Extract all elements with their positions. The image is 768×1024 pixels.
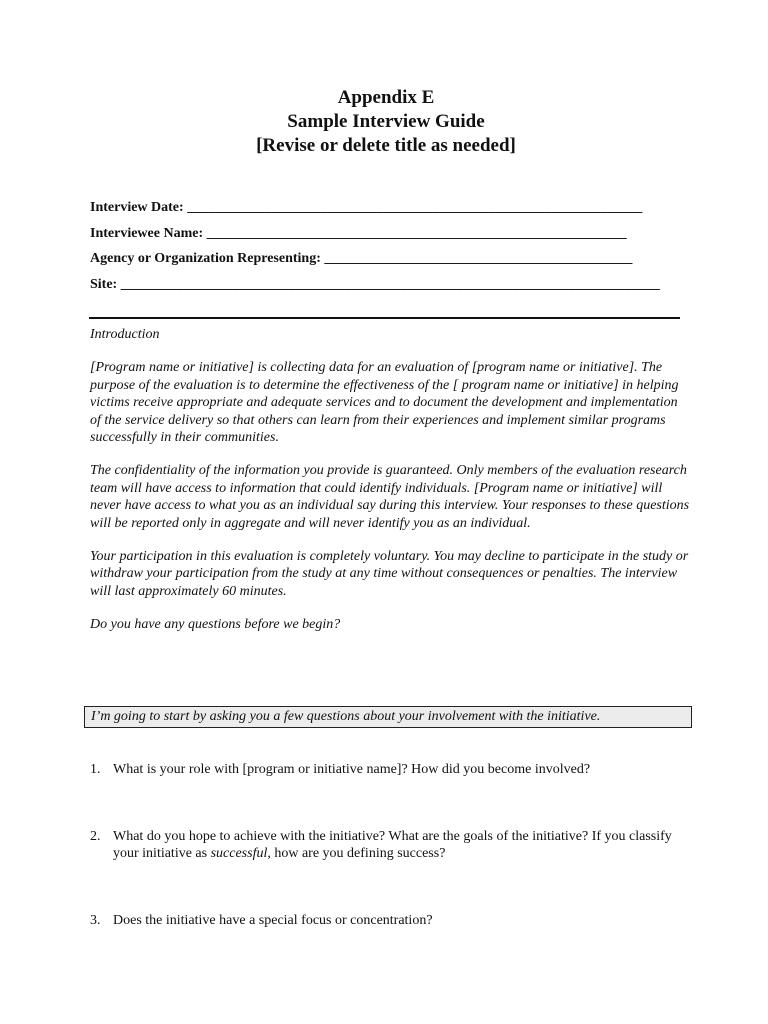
question-text-start: What do you hope to achieve with the initiative? What are the goals of the initiative? If you classify your initiative as bbox=[113, 829, 672, 862]
interview-fields bbox=[90, 197, 680, 299]
agency-field bbox=[90, 248, 680, 274]
intro-paragraph-questions: Do you have any questions before we begin? bbox=[90, 617, 341, 633]
introduction-section bbox=[90, 326, 690, 650]
question-number: 3. bbox=[90, 913, 101, 928]
field-blank: ____________________________________________ bbox=[324, 251, 633, 266]
interviewee-name-field bbox=[90, 223, 680, 249]
intro-paragraph-purpose: [Program name or initiative] is collecting data for an evaluation of [program name or initiative]. The purpose of the evaluation is to determine the effectiveness of the [ program name or initiative] in helping victims receive appropriate and adequate services and to document the development and implementation of the service delivery so that others can learn from their experiences and implement similar programs successfully in their communities. bbox=[90, 360, 679, 446]
question-number: 1. bbox=[90, 762, 101, 777]
question-text: What is your role with [program or initiative name]? How did you become involved? bbox=[113, 762, 591, 777]
question-text: Does the initiative have a special focus or concentration? bbox=[113, 913, 433, 928]
question-text bbox=[113, 828, 683, 863]
interview-date-field bbox=[90, 197, 680, 223]
field-blank: ____________________________________________________________ bbox=[206, 225, 627, 241]
field-label: Site: bbox=[90, 276, 118, 292]
question-emphasis: successful bbox=[210, 846, 268, 862]
question-text-end: , how are you defining success? bbox=[267, 846, 446, 862]
guide-title: Sample Interview Guide bbox=[287, 111, 485, 132]
question-number: 2. bbox=[90, 829, 101, 844]
intro-paragraph-confidentiality: The confidentiality of the information you provide is guaranteed. Only members of the evaluation research team will have access to information that could identify individuals. [Program name or initiative] will never have access to what you as an individual say during this interview. Your responses to these questions will be reported only in aggregate and will never identify you as an individual. bbox=[90, 463, 690, 531]
introduction-heading: Introduction bbox=[90, 327, 160, 342]
field-blank: _________________________________________________________________ bbox=[187, 200, 643, 215]
appendix-title: Appendix E bbox=[337, 87, 435, 108]
section-divider bbox=[89, 317, 680, 319]
intro-paragraph-participation: Your participation in this evaluation is completely voluntary. You may decline to participate in the study or withdraw your participation from the study at any time without consequences or penalties. The interview will last approximately 60 minutes. bbox=[90, 549, 689, 599]
field-label: Interview Date: bbox=[90, 200, 184, 215]
title-note: [Revise or delete title as needed] bbox=[256, 135, 516, 156]
site-field bbox=[90, 274, 680, 300]
field-label: Agency or Organization Representing: bbox=[90, 251, 321, 266]
field-blank: _____________________________________________________________________________ bbox=[120, 276, 660, 292]
document-title bbox=[0, 86, 768, 158]
field-label: Interviewee Name: bbox=[90, 225, 204, 241]
section-callout: I’m going to start by asking you a few questions about your involvement with the initiative. bbox=[84, 706, 692, 728]
